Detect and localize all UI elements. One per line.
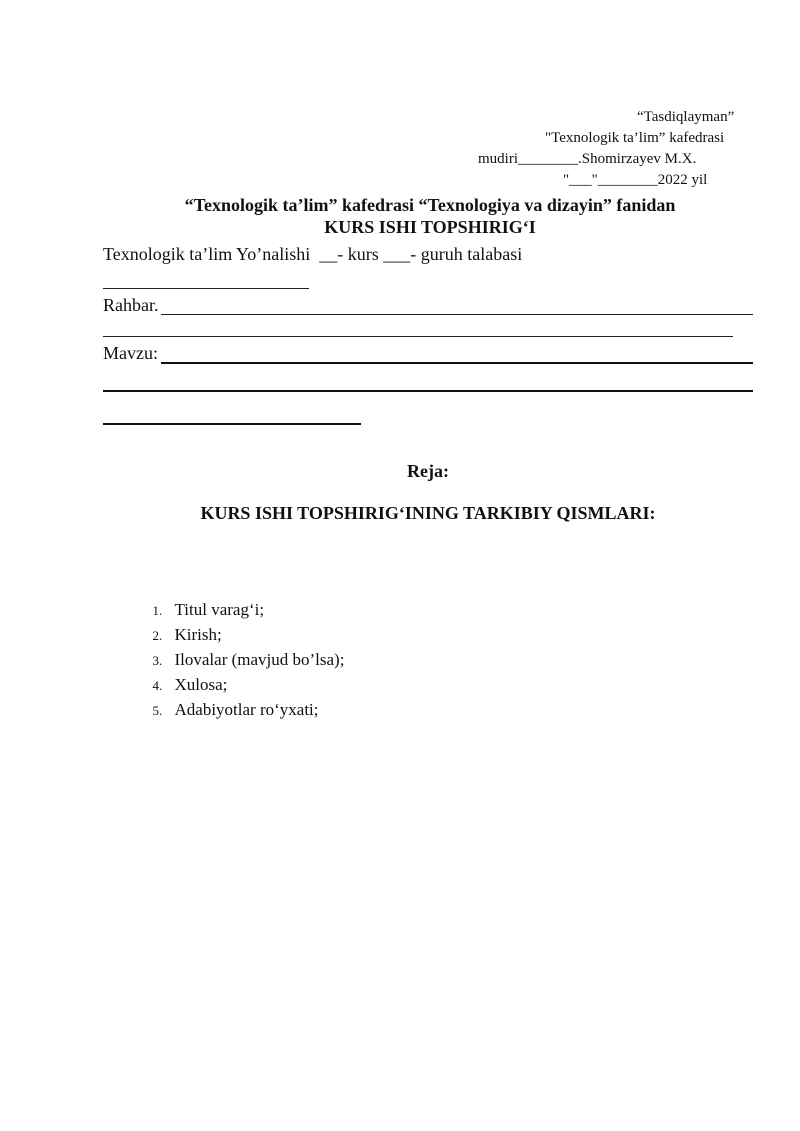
list-item-text: Xulosa; <box>174 675 228 694</box>
plan-subheading: KURS ISHI TOPSHIRIG‘INING TARKIBIY QISMLARI: <box>200 503 656 523</box>
student-name-blank <box>103 288 309 289</box>
list-item-number: 4. <box>152 678 163 693</box>
approval-line-1: “Tasdiqlayman” <box>637 109 735 125</box>
list-item-text: Titul varag‘i; <box>174 600 265 619</box>
list-item-text: Adabiyotlar ro‘yxati; <box>174 700 319 719</box>
list-item-text: Kirish; <box>174 625 222 644</box>
list-item-number: 2. <box>152 628 163 643</box>
approval-line-3: mudiri________.Shomirzayev M.X. <box>478 151 697 167</box>
list-item-number: 5. <box>152 703 163 718</box>
plan-heading: Reja: <box>407 461 449 481</box>
topic-blank-1 <box>161 362 753 364</box>
topic-label: Mavzu: <box>103 343 158 363</box>
document-subtitle: KURS ISHI TOPSHIRIG‘I <box>324 217 536 237</box>
approval-line-4: "___"________2022 yil <box>563 172 708 188</box>
supervisor-blank-1 <box>161 314 753 315</box>
list-item-number: 1. <box>152 603 163 618</box>
supervisor-label: Rahbar. <box>103 295 159 315</box>
list-item-number: 3. <box>152 653 163 668</box>
document-title: “Texnologik ta’lim” kafedrasi “Texnologiya va dizayin” fanidan <box>184 195 676 215</box>
topic-blank-2 <box>103 390 753 392</box>
list-item <box>144 677 319 722</box>
supervisor-blank-2 <box>103 336 733 337</box>
topic-blank-3 <box>103 423 361 425</box>
approval-line-2: "Texnologik ta’lim” kafedrasi <box>545 130 725 146</box>
list-item-text: Ilovalar (mavjud bo’lsa); <box>174 650 345 669</box>
direction-line: Texnologik ta’lim Yo’nalishi __- kurs ___- guruh talabasi <box>103 244 523 264</box>
